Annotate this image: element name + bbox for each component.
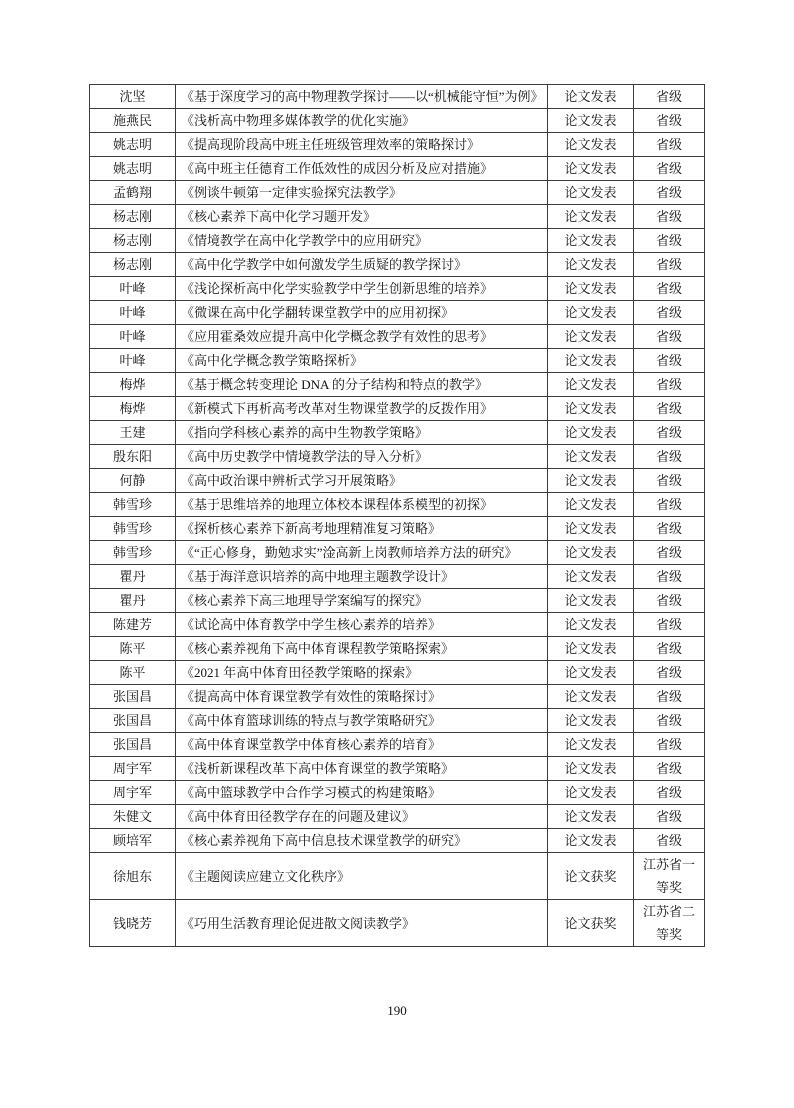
paper-title-cell: 《应用霍桑效应提升高中化学概念教学有效性的思考》 <box>176 325 548 349</box>
paper-title-cell: 《核心素养视角下高中体育课程教学策略探索》 <box>176 637 548 661</box>
paper-title-cell: 《浅论探析高中化学实验教学中学生创新思维的培养》 <box>176 277 548 301</box>
award-level-cell: 省级 <box>634 109 705 133</box>
paper-title-cell: 《高中篮球教学中合作学习模式的构建策略》 <box>176 781 548 805</box>
award-level-cell: 省级 <box>634 637 705 661</box>
teacher-name-cell: 朱健文 <box>90 805 176 829</box>
award-level-cell: 江苏省一等奖 <box>634 853 705 900</box>
teacher-name-cell: 陈平 <box>90 637 176 661</box>
table-row <box>90 349 705 373</box>
table-row <box>90 205 705 229</box>
achievement-type-cell: 论文发表 <box>548 421 634 445</box>
award-level-cell: 省级 <box>634 781 705 805</box>
award-level-cell: 省级 <box>634 349 705 373</box>
achievement-type-cell: 论文发表 <box>548 613 634 637</box>
teacher-name-cell: 韩雪珍 <box>90 493 176 517</box>
achievement-type-cell: 论文发表 <box>548 205 634 229</box>
award-level-cell: 省级 <box>634 805 705 829</box>
paper-title-cell: 《核心素养下高中化学习题开发》 <box>176 205 548 229</box>
award-level-cell: 省级 <box>634 661 705 685</box>
award-level-cell: 省级 <box>634 325 705 349</box>
paper-title-cell: 《高中化学概念教学策略探析》 <box>176 349 548 373</box>
table-row <box>90 589 705 613</box>
award-level-cell: 省级 <box>634 757 705 781</box>
table-row <box>90 85 705 109</box>
table-row <box>90 900 705 947</box>
table-row <box>90 301 705 325</box>
teacher-name-cell: 韩雪珍 <box>90 517 176 541</box>
award-level-cell: 省级 <box>634 517 705 541</box>
table-row <box>90 277 705 301</box>
paper-title-cell: 《例谈牛顿第一定律实验探究法教学》 <box>176 181 548 205</box>
table-row <box>90 469 705 493</box>
award-level-cell: 省级 <box>634 373 705 397</box>
award-level-cell: 省级 <box>634 565 705 589</box>
achievement-type-cell: 论文发表 <box>548 517 634 541</box>
award-level-cell: 省级 <box>634 133 705 157</box>
achievement-type-cell: 论文发表 <box>548 133 634 157</box>
achievement-type-cell: 论文发表 <box>548 85 634 109</box>
teacher-name-cell: 王建 <box>90 421 176 445</box>
award-level-cell: 省级 <box>634 685 705 709</box>
paper-title-cell: 《浅析高中物理多媒体教学的优化实施》 <box>176 109 548 133</box>
award-level-cell: 省级 <box>634 181 705 205</box>
paper-title-cell: 《2021 年高中体育田径教学策略的探索》 <box>176 661 548 685</box>
award-level-cell: 省级 <box>634 541 705 565</box>
achievement-type-cell: 论文发表 <box>548 733 634 757</box>
teacher-name-cell: 陈建芳 <box>90 613 176 637</box>
achievement-type-cell: 论文发表 <box>548 181 634 205</box>
table-row <box>90 637 705 661</box>
paper-title-cell: 《高中化学教学中如何激发学生质疑的教学探讨》 <box>176 253 548 277</box>
paper-title-cell: 《高中体育田径教学存在的问题及建议》 <box>176 805 548 829</box>
paper-title-cell: 《高中体育篮球训练的特点与教学策略研究》 <box>176 709 548 733</box>
award-level-cell: 省级 <box>634 397 705 421</box>
table-row <box>90 109 705 133</box>
paper-title-cell: 《提高现阶段高中班主任班级管理效率的策略探讨》 <box>176 133 548 157</box>
achievement-type-cell: 论文发表 <box>548 349 634 373</box>
table-row <box>90 661 705 685</box>
award-level-cell: 省级 <box>634 469 705 493</box>
achievement-type-cell: 论文发表 <box>548 757 634 781</box>
achievement-type-cell: 论文发表 <box>548 109 634 133</box>
paper-title-cell: 《微课在高中化学翻转课堂教学中的应用初探》 <box>176 301 548 325</box>
table-row <box>90 373 705 397</box>
achievement-type-cell: 论文获奖 <box>548 900 634 947</box>
achievement-type-cell: 论文发表 <box>548 373 634 397</box>
achievement-type-cell: 论文发表 <box>548 445 634 469</box>
paper-title-cell: 《巧用生活教育理论促进散文阅读教学》 <box>176 900 548 947</box>
teacher-name-cell: 周宇军 <box>90 781 176 805</box>
award-level-cell: 省级 <box>634 589 705 613</box>
table-row <box>90 829 705 853</box>
paper-title-cell: 《浅析新课程改革下高中体育课堂的教学策略》 <box>176 757 548 781</box>
award-level-cell: 省级 <box>634 829 705 853</box>
paper-title-cell: 《情境教学在高中化学教学中的应用研究》 <box>176 229 548 253</box>
award-level-cell: 省级 <box>634 613 705 637</box>
table-row <box>90 805 705 829</box>
achievement-type-cell: 论文获奖 <box>548 853 634 900</box>
table-row <box>90 613 705 637</box>
table-row <box>90 685 705 709</box>
achievement-type-cell: 论文发表 <box>548 589 634 613</box>
award-level-cell: 省级 <box>634 253 705 277</box>
teacher-name-cell: 梅烨 <box>90 397 176 421</box>
teacher-name-cell: 陈平 <box>90 661 176 685</box>
table-row <box>90 229 705 253</box>
award-level-cell: 省级 <box>634 85 705 109</box>
teacher-name-cell: 沈坚 <box>90 85 176 109</box>
achievement-type-cell: 论文发表 <box>548 157 634 181</box>
teacher-name-cell: 杨志刚 <box>90 205 176 229</box>
teacher-name-cell: 张国昌 <box>90 709 176 733</box>
table-row <box>90 709 705 733</box>
achievement-type-cell: 论文发表 <box>548 709 634 733</box>
award-level-cell: 省级 <box>634 277 705 301</box>
page-number: 190 <box>387 1003 407 1018</box>
teacher-name-cell: 殷东阳 <box>90 445 176 469</box>
teacher-name-cell: 徐旭东 <box>90 853 176 900</box>
achievement-type-cell: 论文发表 <box>548 661 634 685</box>
publications-table <box>89 84 705 947</box>
paper-title-cell: 《基于海洋意识培养的高中地理主题教学设计》 <box>176 565 548 589</box>
paper-title-cell: 《提高高中体育课堂教学有效性的策略探讨》 <box>176 685 548 709</box>
award-level-cell: 省级 <box>634 205 705 229</box>
teacher-name-cell: 叶峰 <box>90 349 176 373</box>
teacher-name-cell: 孟鹤翔 <box>90 181 176 205</box>
table-row <box>90 493 705 517</box>
award-level-cell: 省级 <box>634 493 705 517</box>
table-row <box>90 157 705 181</box>
achievement-type-cell: 论文发表 <box>548 493 634 517</box>
publications-table-body <box>90 85 705 947</box>
achievement-type-cell: 论文发表 <box>548 229 634 253</box>
table-row <box>90 541 705 565</box>
paper-title-cell: 《探析核心素养下新高考地理精准复习策略》 <box>176 517 548 541</box>
teacher-name-cell: 钱晓芳 <box>90 900 176 947</box>
paper-title-cell: 《高中体育课堂教学中体育核心素养的培育》 <box>176 733 548 757</box>
award-level-cell: 省级 <box>634 733 705 757</box>
achievement-type-cell: 论文发表 <box>548 541 634 565</box>
achievement-type-cell: 论文发表 <box>548 397 634 421</box>
teacher-name-cell: 梅烨 <box>90 373 176 397</box>
achievement-type-cell: 论文发表 <box>548 325 634 349</box>
achievement-type-cell: 论文发表 <box>548 469 634 493</box>
teacher-name-cell: 施燕民 <box>90 109 176 133</box>
table-row <box>90 733 705 757</box>
teacher-name-cell: 叶峰 <box>90 277 176 301</box>
table-row <box>90 853 705 900</box>
teacher-name-cell: 姚志明 <box>90 157 176 181</box>
achievement-type-cell: 论文发表 <box>548 685 634 709</box>
teacher-name-cell: 张国昌 <box>90 733 176 757</box>
table-row <box>90 565 705 589</box>
teacher-name-cell: 叶峰 <box>90 301 176 325</box>
achievement-type-cell: 论文发表 <box>548 805 634 829</box>
award-level-cell: 省级 <box>634 709 705 733</box>
teacher-name-cell: 张国昌 <box>90 685 176 709</box>
award-level-cell: 省级 <box>634 301 705 325</box>
award-level-cell: 省级 <box>634 445 705 469</box>
paper-title-cell: 《核心素养视角下高中信息技术课堂教学的研究》 <box>176 829 548 853</box>
achievement-type-cell: 论文发表 <box>548 253 634 277</box>
paper-title-cell: 《高中政治课中辨析式学习开展策略》 <box>176 469 548 493</box>
achievement-type-cell: 论文发表 <box>548 781 634 805</box>
paper-title-cell: 《基于思维培养的地理立体校本课程体系模型的初探》 <box>176 493 548 517</box>
paper-title-cell: 《高中班主任德育工作低效性的成因分析及应对措施》 <box>176 157 548 181</box>
table-row <box>90 253 705 277</box>
table-row <box>90 445 705 469</box>
table-row <box>90 421 705 445</box>
table-row <box>90 781 705 805</box>
table-row <box>90 757 705 781</box>
teacher-name-cell: 周宇军 <box>90 757 176 781</box>
paper-title-cell: 《高中历史教学中情境教学法的导入分析》 <box>176 445 548 469</box>
teacher-name-cell: 叶峰 <box>90 325 176 349</box>
teacher-name-cell: 瞿丹 <box>90 589 176 613</box>
achievement-type-cell: 论文发表 <box>548 565 634 589</box>
paper-title-cell: 《基于深度学习的高中物理教学探讨——以“机械能守恒”为例》 <box>176 85 548 109</box>
teacher-name-cell: 姚志明 <box>90 133 176 157</box>
teacher-name-cell: 何静 <box>90 469 176 493</box>
paper-title-cell: 《指向学科核心素养的高中生物教学策略》 <box>176 421 548 445</box>
paper-title-cell: 《“正心修身，勤勉求实”淦高新上岗教师培养方法的研究》 <box>176 541 548 565</box>
award-level-cell: 省级 <box>634 229 705 253</box>
teacher-name-cell: 韩雪珍 <box>90 541 176 565</box>
paper-title-cell: 《基于概念转变理论 DNA 的分子结构和特点的教学》 <box>176 373 548 397</box>
teacher-name-cell: 杨志刚 <box>90 253 176 277</box>
table-row <box>90 181 705 205</box>
paper-title-cell: 《主题阅读应建立文化秩序》 <box>176 853 548 900</box>
teacher-name-cell: 瞿丹 <box>90 565 176 589</box>
award-level-cell: 省级 <box>634 157 705 181</box>
teacher-name-cell: 顾培军 <box>90 829 176 853</box>
achievement-type-cell: 论文发表 <box>548 301 634 325</box>
table-row <box>90 325 705 349</box>
teacher-name-cell: 杨志刚 <box>90 229 176 253</box>
table-row <box>90 133 705 157</box>
paper-title-cell: 《核心素养下高三地理导学案编写的探究》 <box>176 589 548 613</box>
award-level-cell: 江苏省二等奖 <box>634 900 705 947</box>
achievement-type-cell: 论文发表 <box>548 277 634 301</box>
award-level-cell: 省级 <box>634 421 705 445</box>
table-row <box>90 517 705 541</box>
table-row <box>90 397 705 421</box>
paper-title-cell: 《新模式下再析高考改革对生物课堂教学的反拨作用》 <box>176 397 548 421</box>
achievement-type-cell: 论文发表 <box>548 829 634 853</box>
achievement-type-cell: 论文发表 <box>548 637 634 661</box>
paper-title-cell: 《试论高中体育教学中学生核心素养的培养》 <box>176 613 548 637</box>
